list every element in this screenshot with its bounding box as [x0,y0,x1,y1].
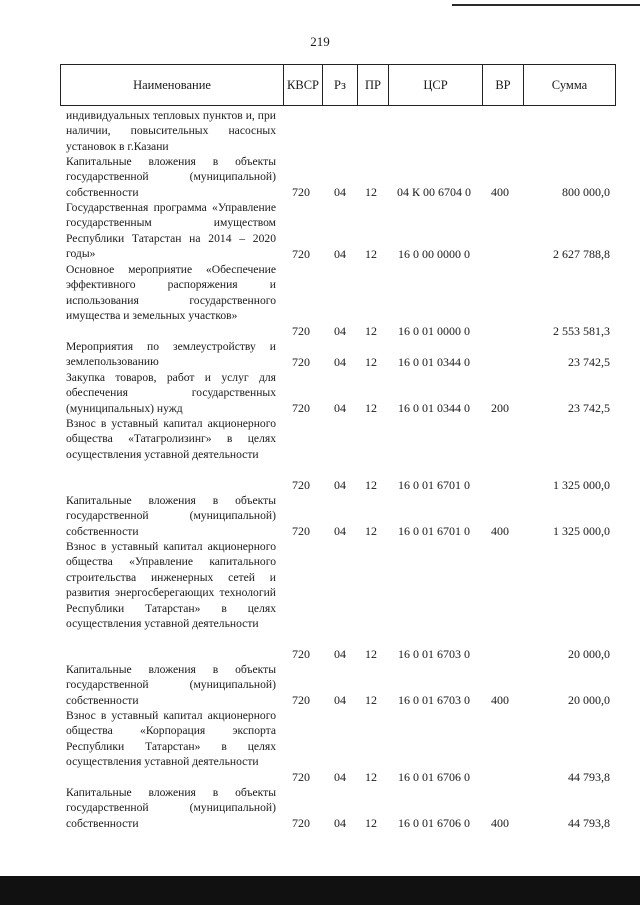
row-kvsr: 720 [292,323,310,338]
row-kvsr: 720 [292,354,310,369]
row-vr: 400 [491,692,509,707]
table-row [0,154,640,200]
row-csr: 16 0 01 0344 0 [398,354,470,369]
row-kvsr: 720 [292,400,310,415]
row-name: Основное мероприятие «Обеспечение эффективного распоряжения и использования государственного имущества и земельных участков» [66,263,276,323]
row-kvsr: 720 [292,477,310,492]
table-row [0,370,640,416]
row-vr: 200 [491,400,509,415]
row-name: Капитальные вложения в объекты государственной (муниципальной) собственности [66,786,276,830]
header-vr: ВР [495,77,511,92]
row-pr: 12 [365,184,377,199]
page-number: 219 [310,34,330,49]
row-sum: 23 742,5 [568,354,610,369]
table-row [0,339,640,370]
header-name: Наименование [133,77,211,92]
row-csr: 16 0 01 6701 0 [398,523,470,538]
row-rz: 04 [334,815,346,830]
row-rz: 04 [334,692,346,707]
row-rz: 04 [334,354,346,369]
row-sum: 1 325 000,0 [553,477,610,492]
header-sum: Сумма [551,77,588,92]
row-pr: 12 [365,323,377,338]
row-csr: 16 0 01 6706 0 [398,769,470,784]
row-sum: 44 793,8 [568,769,610,784]
row-rz: 04 [334,400,346,415]
row-name: Закупка товаров, работ и услуг для обеспечения государственных (муниципальных) нужд [66,371,276,415]
row-csr: 16 0 01 0000 0 [398,323,470,338]
row-pr: 12 [365,246,377,261]
row-rz: 04 [334,769,346,784]
header-csr: ЦСР [423,77,448,92]
row-kvsr: 720 [292,815,310,830]
row-sum: 800 000,0 [562,184,610,199]
row-csr: 16 0 01 6706 0 [398,815,470,830]
table-row [0,416,640,493]
row-rz: 04 [334,646,346,661]
row-sum: 2 627 788,8 [553,246,610,261]
scan-bottom-edge [0,876,640,905]
row-rz: 04 [334,323,346,338]
row-csr: 04 К 00 6704 0 [396,184,471,199]
row-sum: 23 742,5 [568,400,610,415]
row-pr: 12 [365,523,377,538]
row-name: Взнос в уставный капитал акционерного общества «Корпорация экспорта Республики Татарстан» в целях осуществления уставной деятельности [66,709,276,769]
row-pr: 12 [365,815,377,830]
row-vr: 400 [491,523,509,538]
row-sum: 20 000,0 [568,646,610,661]
row-name: Капитальные вложения в объекты государственной (муниципальной) собственности [66,663,276,707]
row-rz: 04 [334,523,346,538]
row-vr: 400 [491,815,509,830]
row-sum: 2 553 581,3 [553,323,610,338]
row-kvsr: 720 [292,184,310,199]
table-row [0,708,640,785]
header-pr: ПР [365,77,381,92]
top-rule [452,4,640,6]
row-pr: 12 [365,769,377,784]
row-name: Взнос в уставный капитал акционерного общества «Управление капитального строительства инженерных сетей и развития энергосберегающих технологий Республики Татарстан» в целях осуществления уставной деятельности [66,540,276,631]
row-rz: 04 [334,246,346,261]
row-sum: 44 793,8 [568,815,610,830]
row-csr: 16 0 00 0000 0 [398,246,470,261]
row-csr: 16 0 01 6703 0 [398,692,470,707]
row-name: Мероприятия по землеустройству и землепользованию [66,340,276,369]
row-csr: 16 0 01 0344 0 [398,400,470,415]
row-pr: 12 [365,400,377,415]
row-name: Взнос в уставный капитал акционерного общества «Татагролизинг» в целях осуществления уставной деятельности [66,417,276,461]
table-row [0,662,640,708]
table-row [0,108,640,154]
row-kvsr: 720 [292,246,310,261]
row-name: Капитальные вложения в объекты государственной (муниципальной) собственности [66,155,276,199]
row-csr: 16 0 01 6701 0 [398,477,470,492]
row-kvsr: 720 [292,523,310,538]
row-kvsr: 720 [292,646,310,661]
row-rz: 04 [334,477,346,492]
table-header [60,64,616,106]
table-row [0,262,640,339]
table-row [0,539,640,662]
table-row [0,785,640,831]
table-body [0,108,640,831]
row-pr: 12 [365,692,377,707]
row-vr: 400 [491,184,509,199]
header-kvsr: КВСР [287,77,319,92]
row-rz: 04 [334,184,346,199]
row-name: Государственная программа «Управление государственным имуществом Республики Татарстан на 2014 – 2020 годы» [66,201,276,261]
table-row [0,493,640,539]
row-pr: 12 [365,477,377,492]
row-name: Капитальные вложения в объекты государственной (муниципальной) собственности [66,494,276,538]
row-sum: 20 000,0 [568,692,610,707]
row-kvsr: 720 [292,769,310,784]
row-pr: 12 [365,354,377,369]
row-pr: 12 [365,646,377,661]
table-row [0,200,640,262]
row-kvsr: 720 [292,692,310,707]
header-rz: Рз [334,77,346,92]
row-sum: 1 325 000,0 [553,523,610,538]
row-csr: 16 0 01 6703 0 [398,646,470,661]
row-name: индивидуальных тепловых пунктов и, при наличии, повысительных насосных установок в г.Казани [66,109,276,153]
